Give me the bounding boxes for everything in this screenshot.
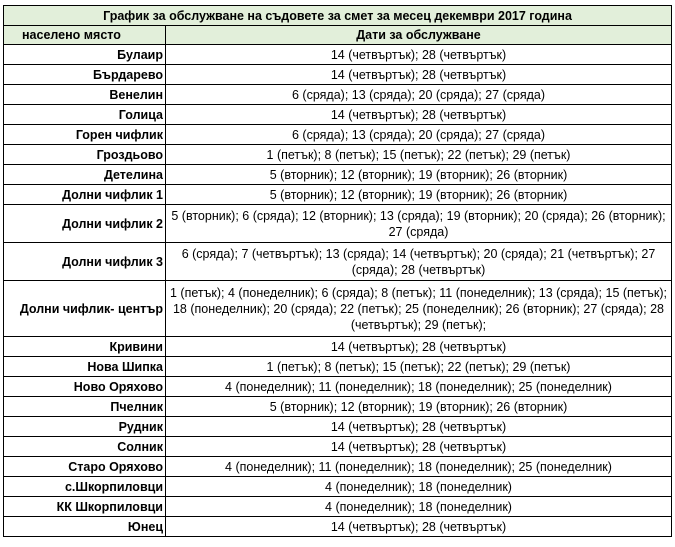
place-cell: Венелин — [4, 85, 166, 105]
dates-cell: 4 (понеделник); 18 (понеделник) — [166, 497, 672, 517]
place-cell: Нова Шипка — [4, 357, 166, 377]
table-row — [4, 65, 672, 85]
dates-cell: 5 (вторник); 6 (сряда); 12 (вторник); 13 (сряда); 19 (вторник); 20 (сряда); 26 (вторник); 27 (сряда) — [166, 205, 672, 243]
table-row — [4, 205, 672, 243]
place-cell: Долни чифлик 3 — [4, 243, 166, 281]
dates-cell: 6 (сряда); 13 (сряда); 20 (сряда); 27 (сряда) — [166, 85, 672, 105]
place-cell: Юнец — [4, 517, 166, 537]
place-cell: Долни чифлик 2 — [4, 205, 166, 243]
table-row — [4, 377, 672, 397]
dates-cell: 1 (петък); 8 (петък); 15 (петък); 22 (петък); 29 (петък) — [166, 145, 672, 165]
table-row — [4, 243, 672, 281]
place-cell: Горен чифлик — [4, 125, 166, 145]
header-dates: Дати за обслужване — [166, 26, 672, 45]
schedule-table-body — [4, 6, 672, 537]
place-cell: Детелина — [4, 165, 166, 185]
dates-cell: 14 (четвъртък); 28 (четвъртък) — [166, 517, 672, 537]
dates-cell: 4 (понеделник); 11 (понеделник); 18 (понеделник); 25 (понеделник) — [166, 457, 672, 477]
dates-cell: 14 (четвъртък); 28 (четвъртък) — [166, 337, 672, 357]
schedule-table — [3, 5, 672, 537]
header-row — [4, 26, 672, 45]
place-cell: с.Шкорпиловци — [4, 477, 166, 497]
dates-cell: 14 (четвъртък); 28 (четвъртък) — [166, 45, 672, 65]
table-row — [4, 437, 672, 457]
table-row — [4, 517, 672, 537]
place-cell: Бърдарево — [4, 65, 166, 85]
dates-cell: 14 (четвъртък); 28 (четвъртък) — [166, 417, 672, 437]
header-place: населено място — [4, 26, 166, 45]
table-row — [4, 145, 672, 165]
table-row — [4, 397, 672, 417]
table-row — [4, 337, 672, 357]
table-row — [4, 417, 672, 437]
table-row — [4, 105, 672, 125]
table-row — [4, 125, 672, 145]
table-row — [4, 185, 672, 205]
dates-cell: 6 (сряда); 13 (сряда); 20 (сряда); 27 (сряда) — [166, 125, 672, 145]
dates-cell: 14 (четвъртък); 28 (четвъртък) — [166, 65, 672, 85]
place-cell: Старо Оряхово — [4, 457, 166, 477]
place-cell: Долни чифлик- център — [4, 281, 166, 337]
table-row — [4, 457, 672, 477]
dates-cell: 4 (понеделник); 18 (понеделник) — [166, 477, 672, 497]
place-cell: КК Шкорпиловци — [4, 497, 166, 517]
table-row — [4, 45, 672, 65]
table-row — [4, 357, 672, 377]
dates-cell: 4 (понеделник); 11 (понеделник); 18 (понеделник); 25 (понеделник) — [166, 377, 672, 397]
table-row — [4, 281, 672, 337]
place-cell: Булаир — [4, 45, 166, 65]
dates-cell: 14 (четвъртък); 28 (четвъртък) — [166, 105, 672, 125]
schedule-document — [3, 5, 672, 537]
place-cell: Голица — [4, 105, 166, 125]
dates-cell: 1 (петък); 8 (петък); 15 (петък); 22 (петък); 29 (петък) — [166, 357, 672, 377]
table-row — [4, 165, 672, 185]
place-cell: Ново Оряхово — [4, 377, 166, 397]
table-row — [4, 497, 672, 517]
title-row — [4, 6, 672, 26]
dates-cell: 6 (сряда); 7 (четвъртък); 13 (сряда); 14 (четвъртък); 20 (сряда); 21 (четвъртък); 27 (сряда); 28 (четвъртък) — [166, 243, 672, 281]
place-cell: Гроздьово — [4, 145, 166, 165]
dates-cell: 5 (вторник); 12 (вторник); 19 (вторник); 26 (вторник) — [166, 165, 672, 185]
dates-cell: 14 (четвъртък); 28 (четвъртък) — [166, 437, 672, 457]
table-row — [4, 85, 672, 105]
dates-cell: 5 (вторник); 12 (вторник); 19 (вторник); 26 (вторник) — [166, 185, 672, 205]
dates-cell: 5 (вторник); 12 (вторник); 19 (вторник); 26 (вторник) — [166, 397, 672, 417]
place-cell: Кривини — [4, 337, 166, 357]
place-cell: Пчелник — [4, 397, 166, 417]
place-cell: Долни чифлик 1 — [4, 185, 166, 205]
table-row — [4, 477, 672, 497]
dates-cell: 1 (петък); 4 (понеделник); 6 (сряда); 8 (петък); 11 (понеделник); 13 (сряда); 15 (петък); 18 (понеделник); 20 (сряда); 22 (петък); 25 (понеделник); 26 (вторник); 27 (сряда); 28 (четвъртък); 29 (петък); — [166, 281, 672, 337]
place-cell: Солник — [4, 437, 166, 457]
table-title: График за обслужване на съдовете за смет за месец декември 2017 година — [4, 6, 672, 26]
place-cell: Рудник — [4, 417, 166, 437]
